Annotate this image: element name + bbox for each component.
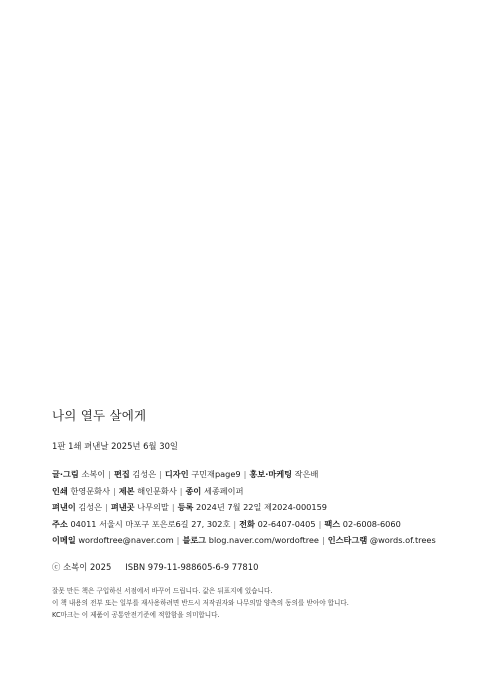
copyright-line	[52, 561, 472, 573]
separator: |	[105, 502, 108, 512]
credit-value: 김성은	[132, 469, 157, 479]
credit-value: 소복이	[81, 469, 106, 479]
separator: |	[233, 518, 237, 529]
credit-label: 제본	[118, 485, 135, 496]
credit-label: 인스타그램	[327, 535, 368, 545]
credit-label: 주소	[52, 518, 68, 529]
credit-value: blog.naver.com/wordoftree	[208, 535, 319, 545]
credit-value: wordoftree@naver.com	[78, 535, 174, 545]
credit-label: 팩스	[324, 518, 341, 529]
credit-label: 전화	[239, 518, 255, 529]
credit-line	[52, 532, 472, 549]
separator: |	[108, 469, 111, 479]
credit-value: 나무의말	[137, 502, 169, 512]
separator: |	[176, 535, 180, 545]
credits-block	[52, 466, 472, 549]
credit-value: 구민재page9	[191, 469, 241, 479]
credit-label: 블로그	[182, 535, 207, 545]
note-line: 이 책 내용의 전부 또는 일부를 재사용하려면 반드시 저작권자와 나무의말 양측의 동의를 받아야 합니다.	[52, 598, 349, 607]
colophon	[52, 406, 472, 621]
separator: |	[179, 485, 183, 496]
credit-label: 펴낸이	[52, 502, 76, 512]
credit-value: 02-6008-6060	[342, 518, 401, 529]
credit-line	[52, 483, 472, 500]
credit-value: 한영문화사	[70, 485, 110, 496]
credit-line	[52, 499, 472, 516]
isbn: ISBN 979-11-988605-6-9 77810	[125, 561, 259, 572]
copyright-holder: ⓒ 소복이 2025	[52, 561, 112, 572]
separator: |	[318, 518, 322, 529]
credit-value: 02-6407-0405	[257, 518, 316, 529]
separator: |	[171, 502, 175, 512]
credit-label: 종이	[185, 485, 202, 496]
note-line: 잘못 만든 책은 구입하신 서점에서 바꾸어 드립니다. 값은 뒤표지에 있습니다.	[52, 586, 273, 595]
credit-label: 홍보·마케팅	[249, 469, 293, 479]
separator: |	[243, 469, 247, 479]
credit-label: 펴낸곳	[110, 502, 135, 512]
credit-label: 등록	[177, 502, 194, 512]
separator: |	[112, 485, 116, 496]
note-line: KC마크는 이 제품이 공통안전기준에 적합함을 의미합니다.	[52, 610, 220, 619]
book-title: 나의 열두 살에게	[52, 408, 147, 423]
credit-label: 이메일	[52, 535, 76, 545]
credit-line	[52, 516, 472, 533]
separator: |	[321, 535, 325, 545]
credit-value: 세종페이퍼	[203, 485, 244, 496]
credit-label: 편집	[113, 469, 130, 479]
credit-value: @words.of.trees	[369, 535, 436, 545]
edition-line: 1판 1쇄 펴낸날 2025년 6월 30일	[52, 441, 178, 451]
credit-value: 작은배	[294, 469, 319, 479]
credit-line	[52, 466, 472, 483]
credit-label: 디자인	[164, 469, 189, 479]
notes-block	[52, 585, 472, 622]
credit-value: 해인문화사	[137, 485, 177, 496]
credit-value: 04011 서울시 마포구 포은로6길 27, 302호	[70, 518, 231, 529]
credit-label: 글·그림	[52, 469, 79, 479]
credit-value: 김성은	[78, 502, 103, 512]
credit-value: 2024년 7월 22일 제2024-000159	[196, 502, 327, 512]
separator: |	[159, 469, 162, 479]
credit-label: 인쇄	[52, 485, 68, 496]
